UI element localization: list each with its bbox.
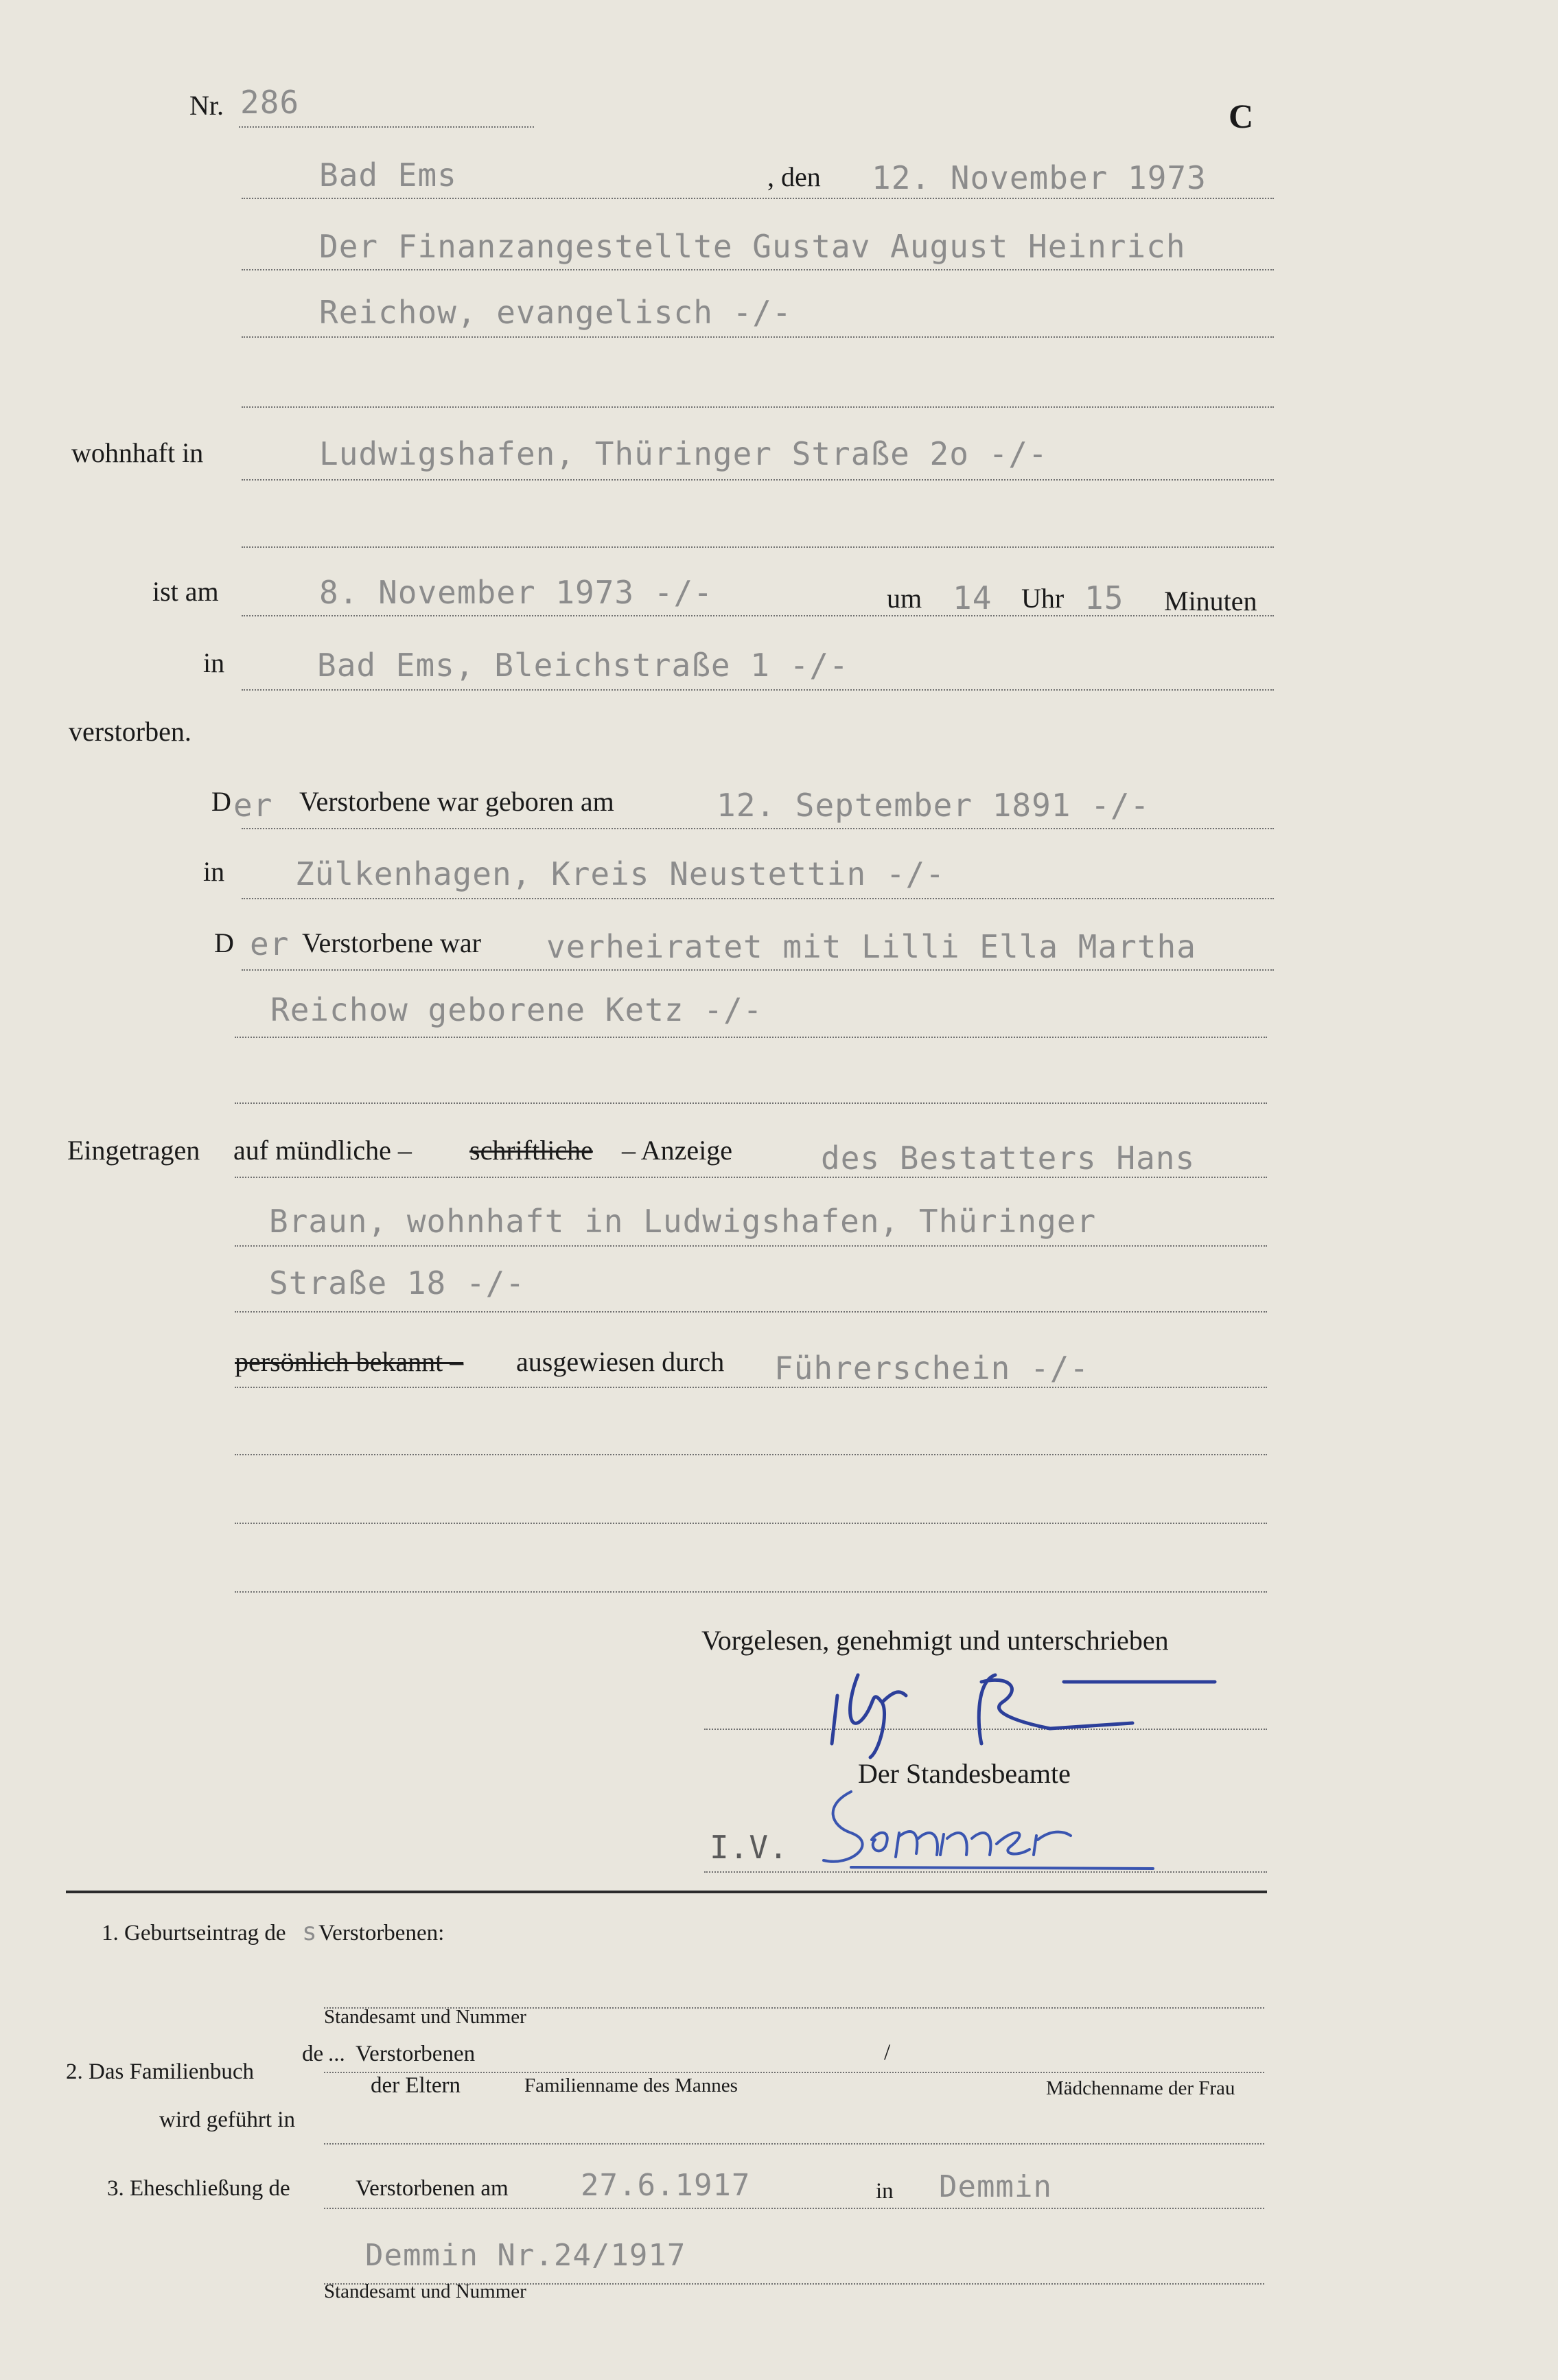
death-place-underline [242, 689, 1274, 691]
residence-underline-2 [242, 546, 1274, 548]
footer-item-2-dots: ... [328, 2042, 345, 2066]
den-label: , den [767, 161, 821, 192]
footer-item-2-gefuehrt: wird geführt in [159, 2107, 295, 2132]
uhr-label: Uhr [1021, 583, 1065, 614]
official-signature-icon [810, 1778, 1194, 1874]
footer-family-line [324, 2072, 1264, 2073]
identification-underline-1 [235, 1387, 1267, 1388]
person-line-2: Reichow, evangelisch -/- [319, 294, 792, 331]
person-line-1: Der Finanzangestellte Gustav August Heinrich [319, 228, 1186, 265]
registration-line-3: Straße 18 -/- [269, 1264, 526, 1302]
registration-underline-2 [235, 1245, 1267, 1247]
corner-letter: C [1229, 97, 1254, 135]
footer-item-2-frau: Mädchenname der Frau [1046, 2077, 1235, 2099]
marital-er-typed: er [250, 925, 290, 962]
read-approved-label: Vorgelesen, genehmigt und unterschrieben [701, 1625, 1169, 1656]
um-label: um [887, 583, 922, 614]
death-minute: 15 [1084, 579, 1124, 616]
registration-line-2: Braun, wohnhaft in Ludwigshafen, Thüringer [269, 1203, 1097, 1240]
residence-underline [242, 479, 1274, 481]
nr-label: Nr. [189, 90, 224, 121]
marital-d-prefix: D [214, 927, 234, 958]
birth-d-prefix: D [211, 786, 231, 817]
registry-place: Bad Ems [319, 157, 457, 194]
death-date-label: ist am [152, 576, 219, 607]
marital-line-1: verheiratet mit Lilli Ella Martha [546, 928, 1196, 965]
identification-struck-option: persönlich bekannt – [235, 1346, 464, 1377]
person-underline-2 [242, 336, 1274, 338]
identification-value: Führerschein -/- [774, 1350, 1090, 1387]
footer-item-2-label: 2. Das Familienbuch [66, 2059, 255, 2084]
registration-struck-option: schriftliche [469, 1135, 593, 1166]
footer-item-1-tail: Verstorbenen: [318, 1921, 445, 1945]
footer-item-3-tail: Verstorbenen am [356, 2176, 509, 2201]
footer-item-2-slash: / [884, 2040, 891, 2065]
registration-label-a: Eingetragen [67, 1135, 200, 1166]
death-place-label: in [203, 647, 225, 678]
birth-place: Zülkenhagen, Kreis Neustettin -/- [295, 855, 945, 892]
death-hour: 14 [953, 579, 992, 616]
birth-date-underline [242, 828, 1274, 829]
identification-underline-3 [235, 1523, 1267, 1524]
marital-line-2: Reichow geborene Ketz -/- [270, 991, 763, 1028]
birth-place-label: in [203, 856, 225, 887]
footer-item-2-de: de [302, 2042, 324, 2066]
footer-item-2-verstorbenen: Verstorbenen [356, 2042, 476, 2066]
marriage-date: 27.6.1917 [581, 2168, 751, 2203]
marriage-registry: Demmin Nr.24/1917 [365, 2238, 686, 2273]
footer-standesamt-label-2: Standesamt und Nummer [324, 2280, 526, 2302]
official-label: Der Standesbeamte [858, 1758, 1071, 1789]
registration-line-1: des Bestatters Hans [821, 1140, 1196, 1177]
footer-item-2-mann: Familienname des Mannes [524, 2075, 738, 2096]
registration-underline-1 [235, 1177, 1267, 1178]
footer-standesamt-label-1: Standesamt und Nummer [324, 2006, 526, 2028]
declarant-signature-icon [817, 1654, 1229, 1764]
residence-value: Ludwigshafen, Thüringer Straße 2o -/- [319, 435, 1048, 472]
footer-item-2-eltern: der Eltern [371, 2073, 461, 2098]
footer-gefuehrt-line [324, 2143, 1264, 2145]
death-date-underline [242, 615, 1274, 616]
iv-label: I.V. [710, 1829, 789, 1866]
footer-item-1-label: 1. Geburtseintrag de [102, 1921, 286, 1945]
person-underline-3 [242, 406, 1274, 408]
birth-date: 12. September 1891 -/- [717, 787, 1150, 824]
residence-label: wohnhaft in [71, 437, 204, 468]
footer-item-3-in: in [876, 2179, 894, 2204]
minuten-label: Minuten [1164, 586, 1257, 616]
person-underline-1 [242, 269, 1274, 270]
register-number: 286 [240, 84, 300, 121]
registration-underline-3 [235, 1311, 1267, 1313]
verstorben-label: verstorben. [69, 716, 191, 747]
identification-underline-2 [235, 1454, 1267, 1455]
footer-item-3-label: 3. Eheschließung de [107, 2176, 290, 2201]
registration-label-b: auf mündliche – [233, 1135, 412, 1166]
registration-label-c: – Anzeige [622, 1135, 733, 1166]
birth-place-underline [242, 898, 1274, 899]
footer-item-1-typed: s [302, 1918, 318, 1946]
marital-underline-2 [235, 1037, 1267, 1038]
marital-label: Verstorbene war [302, 927, 481, 958]
footer-separator [66, 1891, 1267, 1893]
birth-er-typed: er [233, 787, 273, 824]
marriage-place: Demmin [939, 2169, 1052, 2204]
footer-marriage-line [324, 2208, 1264, 2209]
date-underline [242, 198, 1274, 199]
registry-date: 12. November 1973 [872, 159, 1207, 196]
identification-label: ausgewiesen durch [516, 1346, 725, 1377]
death-place: Bad Ems, Bleichstraße 1 -/- [317, 647, 849, 684]
marital-underline-3 [235, 1102, 1267, 1104]
birth-label: Verstorbene war geboren am [299, 786, 614, 817]
death-date: 8. November 1973 -/- [319, 574, 713, 611]
nr-underline [239, 126, 534, 128]
marital-underline-1 [242, 969, 1274, 971]
identification-underline-4 [235, 1591, 1267, 1593]
